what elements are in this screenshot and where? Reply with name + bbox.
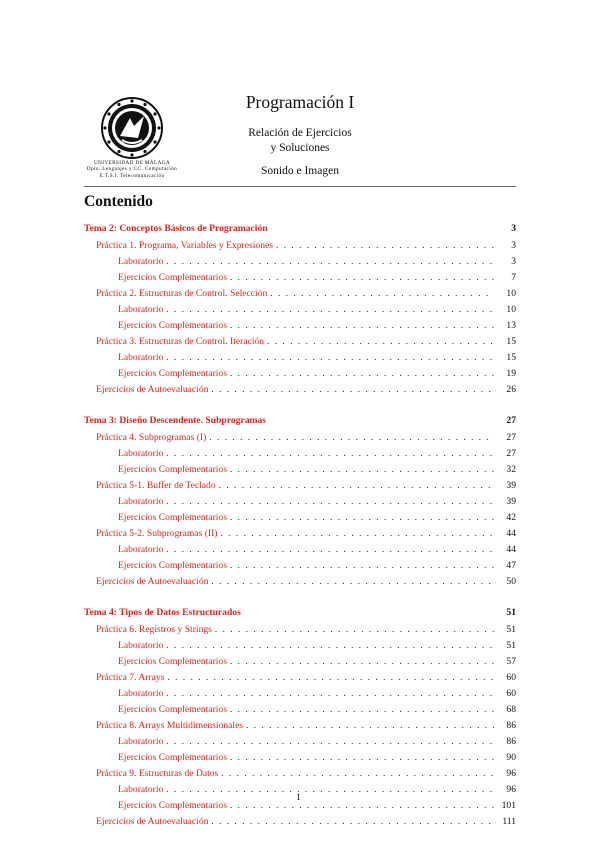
toc-dot-leader [215, 622, 494, 636]
page-number: 1 [296, 792, 301, 803]
toc-dot-leader [209, 430, 494, 444]
toc-dot-leader [166, 734, 494, 748]
toc-dot-leader [230, 366, 494, 380]
toc-subsection-entry[interactable] [84, 254, 516, 268]
toc-subsection-entry[interactable] [84, 558, 516, 572]
toc-subsection-entry[interactable] [84, 686, 516, 700]
toc-entry-label[interactable]: Laboratorio [118, 688, 164, 699]
toc-dot-leader [230, 318, 494, 332]
toc-entry-label[interactable]: Práctica 9. Estructuras de Datos [96, 768, 219, 779]
toc-subsection-entry[interactable] [84, 494, 516, 508]
toc-entry-page: 39 [506, 496, 516, 507]
subtitle-line-1: Relación de Ejercicios [248, 127, 352, 139]
toc-section-entry[interactable] [84, 766, 516, 780]
toc-entry-page: 68 [506, 704, 516, 715]
toc-dot-leader [230, 462, 494, 476]
toc-entry-label[interactable]: Laboratorio [118, 448, 164, 459]
toc-entry-page: 101 [501, 800, 516, 811]
toc-subsection-entry[interactable] [84, 750, 516, 764]
toc-entry-page: 26 [506, 384, 516, 395]
toc-entry-label[interactable]: Ejercicios de Autoevaluación [96, 576, 209, 587]
toc-section-entry[interactable] [84, 814, 516, 828]
toc-entry-page: 86 [506, 736, 516, 747]
toc-entry-label[interactable]: Práctica 3. Estructuras de Control. Iteración [96, 336, 265, 347]
toc-entry-page: 27 [506, 415, 516, 426]
toc-entry-page: 51 [506, 607, 516, 618]
university-seal-icon [100, 96, 164, 160]
toc-entry-page: 7 [511, 272, 516, 283]
toc-subsection-entry[interactable] [84, 510, 516, 524]
toc-dot-leader [211, 382, 494, 396]
toc-dot-leader [230, 702, 494, 716]
document-title: Programación I [245, 92, 355, 112]
toc-entry-label[interactable]: Laboratorio [118, 256, 164, 267]
toc-dot-leader [166, 494, 494, 508]
toc-dot-leader [166, 542, 494, 556]
toc-dot-leader [211, 814, 494, 828]
toc-dot-leader [166, 254, 494, 268]
toc-entry-page: 27 [506, 432, 516, 443]
toc-entry-page: 27 [506, 448, 516, 459]
toc-dot-leader [270, 286, 494, 300]
toc-dot-leader [230, 510, 494, 524]
toc-entry-label[interactable]: Laboratorio [118, 640, 164, 651]
toc-dot-leader [276, 238, 494, 252]
toc-entry-label[interactable]: Tema 4: Tipos de Datos Estructurados [84, 607, 241, 618]
toc-entry-page: 51 [506, 624, 516, 635]
toc-entry-page: 42 [506, 512, 516, 523]
toc-entry-page: 57 [506, 656, 516, 667]
toc-entry-label[interactable]: Ejercicios Complementarios [118, 464, 227, 475]
toc-entry-page: 47 [506, 560, 516, 571]
toc-dot-leader [230, 654, 494, 668]
toc-section-entry[interactable] [84, 718, 516, 732]
header-divider [84, 186, 516, 187]
toc-dot-leader [166, 638, 494, 652]
toc-entry-page: 15 [506, 336, 516, 347]
toc-entry-page: 44 [506, 544, 516, 555]
toc-subsection-entry[interactable] [84, 638, 516, 652]
toc-dot-leader [230, 558, 494, 572]
toc-entry-label[interactable]: Laboratorio [118, 352, 164, 363]
university-name: UNIVERSIDAD DE MÁLAGA [93, 160, 171, 166]
toc-entry-page: 3 [511, 240, 516, 251]
toc-dot-leader [220, 526, 494, 540]
toc-entry-page: 39 [506, 480, 516, 491]
toc-entry-label[interactable]: Práctica 6. Registros y Strings [96, 624, 212, 635]
toc-entry-label[interactable]: Laboratorio [118, 736, 164, 747]
toc-section-entry[interactable] [84, 286, 516, 300]
toc-dot-leader [166, 350, 494, 364]
toc-entry-page: 10 [506, 288, 516, 299]
toc-entry-page: 51 [506, 640, 516, 651]
toc-entry-page: 50 [506, 576, 516, 587]
toc-dot-leader [166, 302, 494, 316]
toc-entry-page: 44 [506, 528, 516, 539]
university-logo-block [74, 96, 190, 179]
toc-dot-leader [267, 334, 494, 348]
toc-entry-page: 96 [506, 784, 516, 795]
toc-entry-label[interactable]: Práctica 5-2. Subprogramas (II) [96, 528, 218, 539]
toc-section-entry[interactable] [84, 334, 516, 348]
toc-subsection-entry[interactable] [84, 702, 516, 716]
degree-name: Sonido e Imagen [261, 165, 339, 177]
toc-subsection-entry[interactable] [84, 734, 516, 748]
toc-entry-label[interactable]: Ejercicios Complementarios [118, 560, 227, 571]
toc-section-entry[interactable] [84, 622, 516, 636]
toc-entry-label[interactable]: Laboratorio [118, 544, 164, 555]
toc-section-entry[interactable] [84, 478, 516, 492]
toc-entry-page: 13 [506, 320, 516, 331]
toc-entry-label[interactable]: Ejercicios de Autoevaluación [96, 384, 209, 395]
toc-entry-page: 111 [502, 816, 516, 827]
toc-entry-label[interactable]: Ejercicios de Autoevaluación [96, 816, 209, 827]
toc-entry-label[interactable]: Tema 3: Diseño Descendente. Subprogramas [84, 415, 267, 426]
toc-subsection-entry[interactable] [84, 542, 516, 556]
toc-chapter-entry[interactable] [84, 606, 516, 620]
toc-entry-label[interactable]: Ejercicios Complementarios [118, 752, 227, 763]
toc-entry-page: 60 [506, 688, 516, 699]
toc-entry-label[interactable]: Práctica 8. Arrays Multidimensionales [96, 720, 244, 731]
toc-entry-label[interactable]: Tema 2: Conceptos Básicos de Programación [84, 223, 268, 234]
toc-entry-label[interactable]: Ejercicios Complementarios [118, 704, 227, 715]
toc-entry-page: 60 [506, 672, 516, 683]
toc-entry-page: 96 [506, 768, 516, 779]
school-name: E.T.S.I. Telecomunicación [99, 172, 165, 179]
toc-dot-leader [166, 782, 494, 796]
toc-section-entry[interactable] [84, 382, 516, 396]
toc-entry-label[interactable]: Ejercicios Complementarios [118, 512, 227, 523]
toc-entry-page: 10 [506, 304, 516, 315]
toc-section-entry[interactable] [84, 574, 516, 588]
toc-subsection-entry[interactable] [84, 366, 516, 380]
toc-subsection-entry[interactable] [84, 462, 516, 476]
toc-dot-leader [230, 798, 494, 812]
toc-dot-leader [211, 574, 494, 588]
toc-dot-leader [167, 670, 494, 684]
toc-entry-label[interactable]: Laboratorio [118, 784, 164, 795]
toc-entry-label[interactable]: Práctica 7. Arrays [96, 672, 165, 683]
toc-dot-leader [166, 686, 494, 700]
toc-dot-leader [166, 446, 494, 460]
toc-entry-label[interactable]: Laboratorio [118, 496, 164, 507]
toc-subsection-entry[interactable] [84, 446, 516, 460]
toc-entry-label[interactable]: Ejercicios Complementarios [118, 320, 227, 331]
subtitle-line-2: y Soluciones [270, 141, 330, 154]
toc-dot-leader [221, 766, 494, 780]
toc-section-entry[interactable] [84, 238, 516, 252]
toc-entry-page: 15 [506, 352, 516, 363]
toc-entry-page: 19 [506, 368, 516, 379]
toc-section-entry[interactable] [84, 670, 516, 684]
toc-entry-label[interactable]: Ejercicios Complementarios [118, 800, 227, 811]
toc-entry-label[interactable]: Práctica 5-1. Buffer de Teclado [96, 480, 216, 491]
toc-section-entry[interactable] [84, 430, 516, 444]
toc-subsection-entry[interactable] [84, 350, 516, 364]
toc-entry-page: 86 [506, 720, 516, 731]
toc-entry-label[interactable]: Práctica 1. Programa, Variables y Expresiones [96, 240, 273, 251]
toc-dot-leader [230, 270, 494, 284]
toc-heading: Contenido [84, 193, 153, 210]
toc-entry-page: 32 [506, 464, 516, 475]
toc-entry-page: 3 [511, 223, 516, 234]
toc-subsection-entry[interactable] [84, 318, 516, 332]
toc-dot-leader [230, 750, 494, 764]
toc-entry-label[interactable]: Ejercicios Complementarios [118, 272, 227, 283]
toc-entry-label[interactable]: Ejercicios Complementarios [118, 656, 227, 667]
toc-subsection-entry[interactable] [84, 654, 516, 668]
toc-entry-page: 3 [511, 256, 516, 267]
department-name: Dpto. Lenguajes y CC. Computación [86, 166, 178, 173]
toc-entry-label[interactable]: Práctica 4. Subprogramas (I) [96, 432, 207, 443]
toc-chapter-entry[interactable] [84, 414, 516, 428]
document-subtitle [200, 126, 400, 155]
toc-chapter-entry[interactable] [84, 222, 516, 236]
toc-entry-label[interactable]: Laboratorio [118, 304, 164, 315]
toc-dot-leader [246, 718, 494, 732]
toc-subsection-entry[interactable] [84, 270, 516, 284]
toc-dot-leader [219, 478, 494, 492]
toc-entry-label[interactable]: Práctica 2. Estructuras de Control. Selección [96, 288, 268, 299]
toc-subsection-entry[interactable] [84, 302, 516, 316]
toc-entry-label[interactable]: Ejercicios Complementarios [118, 368, 227, 379]
toc-entry-page: 90 [506, 752, 516, 763]
toc-section-entry[interactable] [84, 526, 516, 540]
